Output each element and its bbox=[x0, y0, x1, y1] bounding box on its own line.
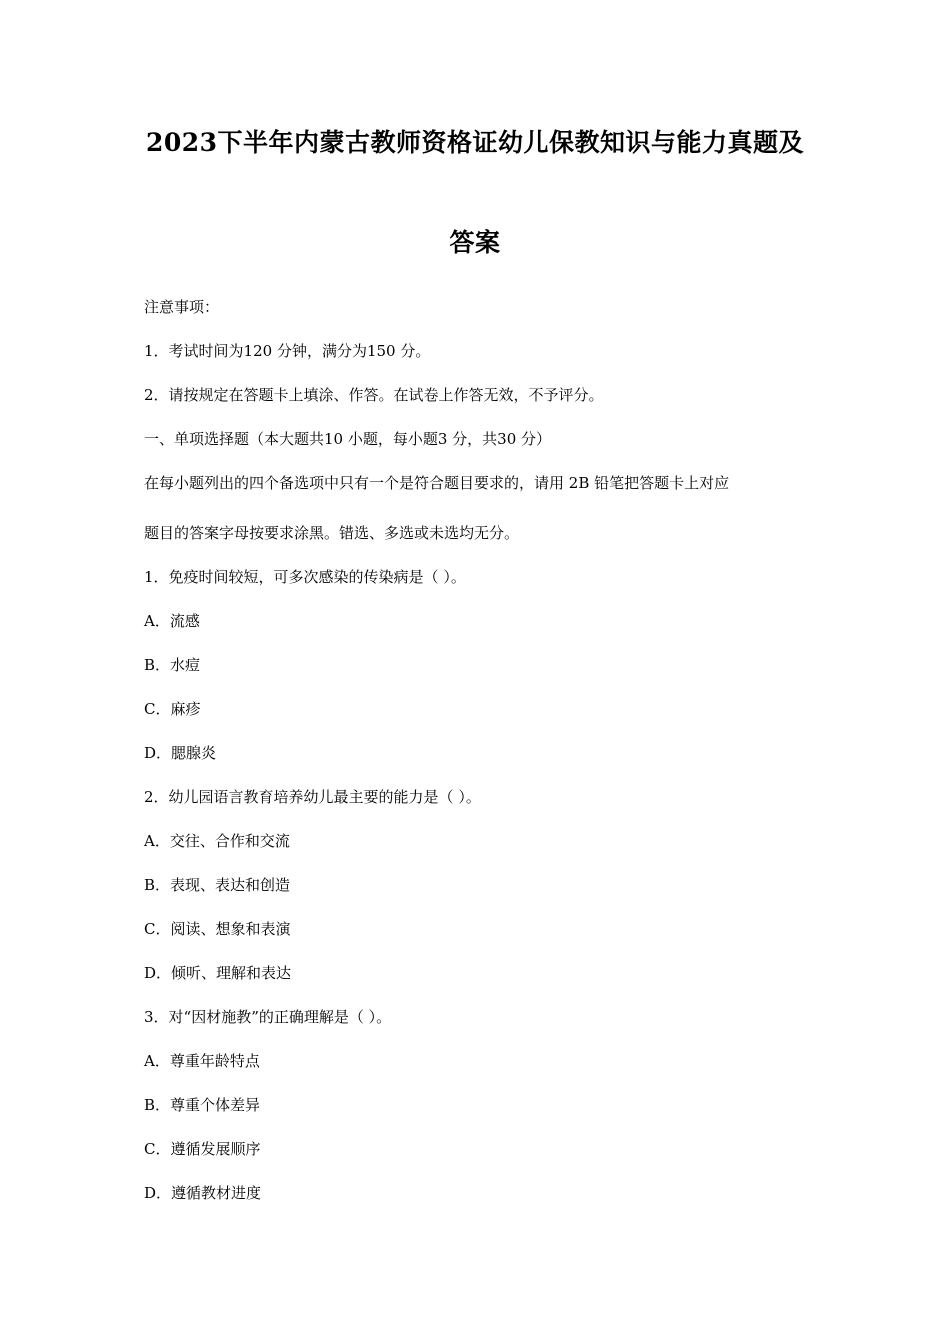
notice-heading: 注意事项： bbox=[144, 298, 220, 316]
question-2-option-b: B．表现、表达和创造 bbox=[144, 876, 291, 894]
question-1-option-d: D．腮腺炎 bbox=[144, 744, 217, 762]
notice-item-1: 1．考试时间为120 分钟，满分为150 分。 bbox=[144, 342, 431, 360]
section-instructions-line1: 在每小题列出的四个备选项中只有一个是符合题目要求的，请用 2B 铅笔把答题卡上对应 bbox=[144, 474, 730, 492]
question-3-option-d: D．遵循教材进度 bbox=[144, 1184, 262, 1202]
question-3-option-b: B．尊重个体差异 bbox=[144, 1096, 261, 1114]
question-2-option-c: C．阅读、想象和表演 bbox=[144, 920, 291, 938]
notice-item-2: 2．请按规定在答题卡上填涂、作答。在试卷上作答无效，不予评分。 bbox=[144, 386, 604, 404]
question-3-stem: 3．对“因材施教”的正确理解是（ ）。 bbox=[144, 1008, 392, 1026]
document-title-line1: 2023下半年内蒙古教师资格证幼儿保教知识与能力真题及 bbox=[145, 128, 805, 157]
question-2-stem: 2．幼儿园语言教育培养幼儿最主要的能力是（ ）。 bbox=[144, 788, 481, 806]
question-1-option-c: C．麻疹 bbox=[144, 700, 201, 718]
question-1-option-b: B．水痘 bbox=[144, 656, 201, 674]
question-3-option-a: A．尊重年龄特点 bbox=[144, 1052, 260, 1070]
question-2-option-d: D．倾听、理解和表达 bbox=[144, 964, 292, 982]
question-1-stem: 1．免疫时间较短，可多次感染的传染病是（ ）。 bbox=[144, 568, 466, 586]
document-title-line2: 答案 bbox=[449, 228, 501, 257]
question-1-option-a: A．流感 bbox=[144, 612, 200, 630]
question-3-option-c: C．遵循发展顺序 bbox=[144, 1140, 261, 1158]
question-2-option-a: A．交往、合作和交流 bbox=[144, 832, 290, 850]
section-heading: 一、单项选择题（本大题共10 小题，每小题3 分，共30 分） bbox=[144, 430, 552, 448]
section-instructions-line2: 题目的答案字母按要求涂黑。错选、多选或未选均无分。 bbox=[144, 524, 520, 542]
